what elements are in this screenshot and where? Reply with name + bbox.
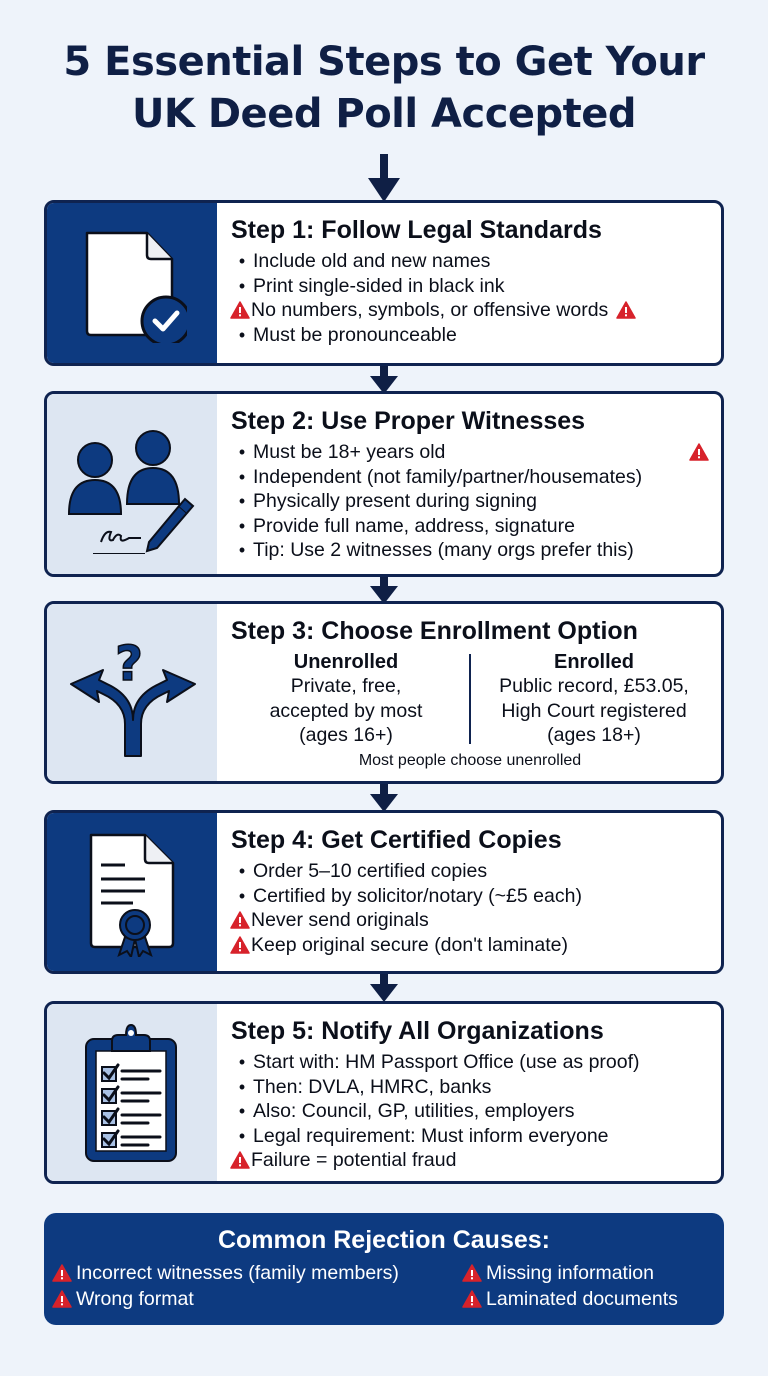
list-item: • Independent (not family/partner/housemates) xyxy=(231,465,721,490)
step-3-note: Most people choose unenrolled xyxy=(358,751,582,769)
arrow-down-icon xyxy=(362,574,406,604)
list-item: • Order 5–10 certified copies xyxy=(231,859,721,884)
step-5-list xyxy=(231,1050,721,1173)
list-item: • Legal requirement: Must inform everyone xyxy=(231,1124,721,1149)
step-3-title: Step 3: Choose Enrollment Option xyxy=(231,617,638,645)
step-4-title: Step 4: Get Certified Copies xyxy=(231,826,562,854)
list-item: • Start with: HM Passport Office (use as proof) xyxy=(231,1050,721,1075)
bullet-icon xyxy=(231,1075,253,1100)
fork-question-icon xyxy=(67,628,197,758)
bullet-icon xyxy=(231,440,253,465)
bullet-icon xyxy=(231,323,253,348)
bullet-icon xyxy=(231,1099,253,1124)
bullet-icon xyxy=(231,514,253,539)
list-item: • Then: DVLA, HMRC, banks xyxy=(231,1075,721,1100)
step-5-icon-panel xyxy=(47,1004,217,1181)
list-item-warning: Keep original secure (don't laminate) xyxy=(231,933,721,958)
list-item: • Tip: Use 2 witnesses (many orgs prefer this) xyxy=(231,538,721,563)
list-item: • Physically present during signing xyxy=(231,489,721,514)
rejection-cause: Incorrect witnesses (family members) xyxy=(52,1261,462,1286)
warning-icon xyxy=(230,1151,250,1169)
warning-icon xyxy=(462,1264,482,1282)
document-check-icon xyxy=(77,223,187,343)
warning-icon xyxy=(230,936,250,954)
step-1-list xyxy=(231,249,721,347)
step-3-card xyxy=(44,601,724,784)
list-item-warning: No numbers, symbols, or offensive words xyxy=(231,298,721,323)
warning-icon xyxy=(616,301,636,319)
title-line-2: UK Deed Poll Accepted xyxy=(131,91,637,137)
bullet-icon xyxy=(231,249,253,274)
bullet-icon xyxy=(231,884,253,909)
witnesses-signature-icon xyxy=(67,414,197,554)
warning-icon xyxy=(689,443,709,461)
svg-text:?: ? xyxy=(115,635,143,692)
options-divider xyxy=(469,654,471,744)
bullet-icon xyxy=(231,465,253,490)
rejection-cause: Missing information xyxy=(462,1261,732,1286)
step-4-list xyxy=(231,859,721,957)
bullet-icon xyxy=(231,1050,253,1075)
list-item: • Provide full name, address, signature xyxy=(231,514,721,539)
page-title xyxy=(0,36,768,140)
warning-icon xyxy=(52,1264,72,1282)
list-item: • Certified by solicitor/notary (~£5 each) xyxy=(231,884,721,909)
list-item: • Also: Council, GP, utilities, employers xyxy=(231,1099,721,1124)
arrow-down-icon xyxy=(362,972,406,1002)
step-2-list xyxy=(231,440,721,563)
step-2-icon-panel xyxy=(47,394,217,574)
bullet-icon xyxy=(231,274,253,299)
enrollment-options xyxy=(231,650,709,748)
clipboard-checklist-icon xyxy=(82,1023,182,1163)
title-line-1: 5 Essential Steps to Get Your xyxy=(63,39,705,85)
warning-icon xyxy=(230,911,250,929)
bullet-icon xyxy=(231,489,253,514)
list-item: • Print single-sided in black ink xyxy=(231,274,721,299)
bullet-icon xyxy=(231,538,253,563)
step-1-icon-panel xyxy=(47,203,217,363)
step-2-card xyxy=(44,391,724,577)
certificate-icon xyxy=(87,827,177,957)
list-item: • Include old and new names xyxy=(231,249,721,274)
bullet-icon xyxy=(231,1124,253,1149)
list-item: • Must be 18+ years old xyxy=(231,440,721,465)
step-4-icon-panel xyxy=(47,813,217,971)
step-4-card xyxy=(44,810,724,974)
warning-icon xyxy=(52,1290,72,1308)
step-5-card xyxy=(44,1001,724,1184)
step-1-card xyxy=(44,200,724,366)
rejection-title: Common Rejection Causes: xyxy=(217,1226,550,1254)
bullet-icon xyxy=(231,859,253,884)
rejection-cause: Wrong format xyxy=(52,1287,462,1312)
step-5-title: Step 5: Notify All Organizations xyxy=(231,1017,604,1045)
arrow-down-icon xyxy=(362,154,406,202)
list-item-warning: Never send originals xyxy=(231,908,721,933)
step-1-title: Step 1: Follow Legal Standards xyxy=(231,216,602,244)
option-enrolled: Enrolled Public record, £53.05, High Court registered (ages 18+) xyxy=(499,651,689,746)
step-3-icon-panel xyxy=(47,604,217,781)
arrow-down-icon xyxy=(362,364,406,394)
list-item-warning: Failure = potential fraud xyxy=(231,1148,721,1173)
arrow-down-icon xyxy=(362,782,406,812)
list-item: • Must be pronounceable xyxy=(231,323,721,348)
step-2-title: Step 2: Use Proper Witnesses xyxy=(231,407,586,435)
option-unenrolled: Unenrolled Private, free, accepted by most (ages 16+) xyxy=(269,651,423,746)
rejection-causes-list xyxy=(44,1255,724,1311)
rejection-cause: Laminated documents xyxy=(462,1287,732,1312)
warning-icon xyxy=(230,301,250,319)
warning-icon xyxy=(462,1290,482,1308)
rejection-causes-banner xyxy=(44,1213,724,1325)
